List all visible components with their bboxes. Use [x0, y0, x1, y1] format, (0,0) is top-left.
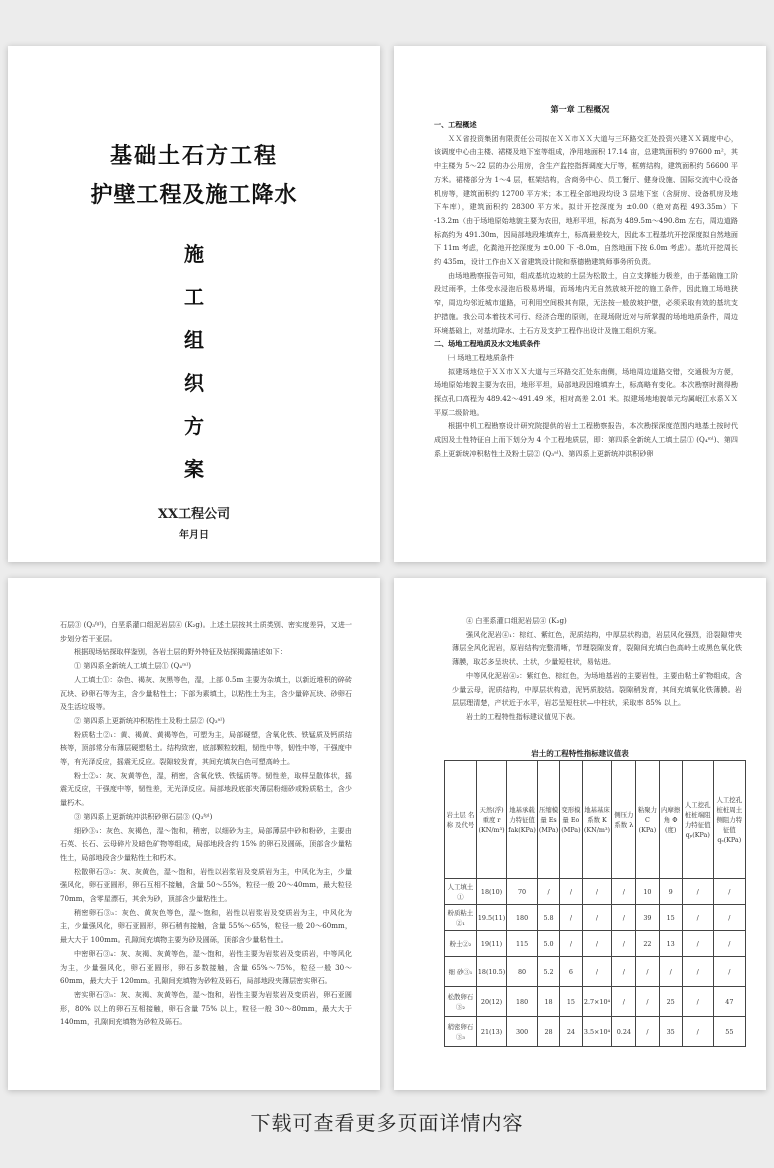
- cover-company: XX工程公司: [157, 507, 231, 522]
- table-cell: /: [713, 931, 745, 957]
- paragraph: ＸＸ省投资集团有限责任公司拟在ＸＸ市ＸＸ大道与三环路交汇处投资兴建ＸＸ调度中心，该调度中心由主楼、裙楼及地下室等组成，净用地面积 17.14 亩，总建筑面积约 97600 m²，其中主楼为 5～22 层的办公用房，含生产监控指挥调度大厅等，框剪结构，建筑面积约 56600 平方米。裙楼部分为 1～4 层，框架结构，含商务中心、员工餐厅、健身设施、国际交流中心设备机房等，建筑面积约 12700 平方米；本工程全部地段均设 3 层地下室（含厨房、设备机房及地下车库），建筑面积约 28300 平方米。拟计开挖深度为 ±0.00（绝对高程 493.35m）下 -13.2m（由于场地原始地貌主要为农田，地形平坦，标高为 489.5m～490.8m 左右，周边道路标高约为 491.30m，因局部地段堆填弃土，标高最差较大，因此本工程基坑开挖深度拟自然地面下 11m 考虑，化粪池开挖深度为 ±0.00 下 -8.0m，自然地面下按 6.0m 考虑）。基坑开挖周长约 435m，设计工作由ＸＸ省建筑设计院和蔡德勘建筑师事务所负责。: [434, 133, 738, 267]
- table-cell: 22: [636, 931, 659, 957]
- table-row: [445, 931, 746, 957]
- paragraph: 拟建场地位于ＸＸ市ＸＸ大道与三环路交汇处东南侧，场地周边道路交错，交通极为方便，场地原始地貌主要为农田，地形平坦，局部地段因堆填弃土，标高略有变化。本次勘察时测得勘探点孔口高程为 489.42～491.49 米，相对高差 2.01 米。拟建场地地貌单元均属岷江水系ＸＸ平原二级阶地。: [434, 366, 738, 417]
- paragraph: 石层③ (Q₃ᶠᵍˡ)，白垩系灌口组泥岩层④ (K₂g)。上述土层按其土质类别、密实度差异，又进一步划分若干亚层。: [60, 620, 352, 643]
- paragraph: 人工填土①：杂色、褐灰、灰黑等色，湿，上部 0.5m 主要为杂填土，以新近堆积的碎砖瓦块、砂卵石等为主，含少量粘性土；下部为素填土，以粘性土为主，含少量碎瓦块、砂卵石及生活垃圾等。: [60, 674, 352, 712]
- table-header-row: [445, 761, 746, 879]
- soil-properties-table: [444, 760, 746, 1047]
- chapter-title: 第一章 工程概况: [550, 104, 610, 114]
- cover-page: [8, 46, 380, 562]
- table-cell: 9: [659, 879, 682, 905]
- table-cell: 19(11): [476, 931, 506, 957]
- paragraph: 岩土的工程特性指标建议值见下表。: [466, 711, 580, 721]
- table-cell: /: [612, 931, 636, 957]
- table-cell: 细 砂③₁: [445, 957, 477, 987]
- paragraph: 粉土②₂：灰、灰黄等色，湿，稍密，含氧化铁、铁锰质等。韧性差，取样呈散体状，摇震无反应，干强度中等，韧性差，无光泽反应。局部地段底部夹薄层粉细砂或粉质粘土，含少量朽木。: [60, 770, 352, 808]
- table-cell: /: [713, 879, 745, 905]
- rock-description-body: [452, 614, 742, 724]
- table-cell: 20(12): [476, 987, 506, 1017]
- table-cell: 47: [713, 987, 745, 1017]
- paragraph: 强风化泥岩④₁：棕红、紫红色，泥质结构，中厚层状构造，岩层风化强烈，沿裂隙带夹薄层全风化泥岩，原岩结构完整清晰，节理裂隙发育，裂隙间充填白色高岭土或黑色氧化铁薄膜，取芯多呈块状、土状，少量短柱状，易钻进。: [452, 629, 742, 667]
- table-cell: 5.2: [537, 957, 559, 987]
- table-cell: 180: [507, 987, 538, 1017]
- cover-vertical-char: 案: [184, 457, 204, 481]
- download-more-link[interactable]: 下载可查看更多页面详情内容: [250, 1111, 524, 1135]
- table-cell: 55: [713, 1017, 745, 1047]
- table-cell: 70: [507, 879, 538, 905]
- paragraph: 粉质粘土②₁：黄、褐黄、黄褐等色，可塑为主，局部硬塑，含氧化铁、铁锰质及钙质结核等，顶部常分布薄层硬塑粘土。结构致密，底部颗粒较粗，韧性中等，韧性中等，干强度中等，有光泽反应，摇震无反应。裂隙较发育，其间充填灰白色可塑高岭土。: [60, 729, 352, 767]
- table-cell: /: [582, 879, 612, 905]
- table-cell: 粉土②₂: [445, 931, 477, 957]
- table-cell: /: [682, 931, 713, 957]
- cover-vertical-char: 组: [184, 328, 204, 352]
- table-header-cell: 粘聚力 C (KPa): [636, 761, 659, 879]
- table-cell: 18(10): [476, 879, 506, 905]
- table-header-cell: 地基承载力特征值 fak(KPa): [507, 761, 538, 879]
- layer-heading: ① 第四系全新统人工填土层① (Q₄ᵐˡ): [74, 661, 191, 671]
- cover-title-line1: 基础土石方工程: [109, 143, 278, 169]
- subsection-heading: ㈠ 场地工程地质条件: [448, 352, 515, 362]
- layer-heading: ② 第四系上更新统冲积粘性土及粉土层② (Q₃ᵃˡ): [74, 715, 225, 725]
- table-cell: /: [612, 905, 636, 931]
- cover-date: 年月日: [179, 530, 209, 541]
- table-cell: 15: [659, 905, 682, 931]
- table-row: [445, 879, 746, 905]
- table-cell: /: [682, 987, 713, 1017]
- section-heading: 二、场地工程地质及水文地质条件: [434, 339, 541, 349]
- table-cell: /: [659, 957, 682, 987]
- table-header-cell: 压缩模量 Es (MPa): [537, 761, 559, 879]
- table-cell: 19.5(11): [476, 905, 506, 931]
- table-row: [445, 1017, 746, 1047]
- table-cell: 21(13): [476, 1017, 506, 1047]
- properties-table-page: [394, 578, 766, 1090]
- table-cell: 人工填土①: [445, 879, 477, 905]
- table-cell: /: [636, 1017, 659, 1047]
- table-cell: 18: [537, 987, 559, 1017]
- table-cell: 粉质粘土②₁: [445, 905, 477, 931]
- section-heading: 一、工程概述: [434, 120, 477, 129]
- layer-heading: ④ 白垩系灌口组泥岩层④ (K₂g): [466, 616, 567, 625]
- cover-vertical-char: 织: [184, 371, 204, 395]
- paragraph: 密实卵石③₅：灰、灰褐、灰黄等色，湿～饱和，岩性主要为岩浆岩及变质岩，卵石亚圆形，80% 以上的卵石互相接触，卵石含量 75% 以上，粒径一般 30～80mm，最大大于 140mm，孔隙间充填物为砂粒及砾石。: [60, 989, 352, 1027]
- table-header-cell: 变形模量 Eo (MPa): [560, 761, 582, 879]
- paragraph: 细砂③₁：灰色、灰褐色，湿～饱和，稍密，以细砂为主，局部薄层中砂和粉砂，主要由石英、长石、云母碎片及暗色矿物等组成，局部地段含约 15% 的卵石及圆砾，顶部含少量粘性土，局部地段含少量粘性土和朽木。: [60, 825, 352, 862]
- table-cell: /: [560, 879, 582, 905]
- table-cell: /: [537, 879, 559, 905]
- table-cell: /: [582, 931, 612, 957]
- table-header-cell: 岩土层 名 称 及代号: [445, 761, 477, 879]
- table-cell: 15: [560, 987, 582, 1017]
- table-cell: 稍密卵石③₃: [445, 1017, 477, 1047]
- table-cell: /: [560, 905, 582, 931]
- table-header-cell: 人工挖孔桩桩周土侧阻力特征值 qₛ(KPa): [713, 761, 745, 879]
- table-cell: 13: [659, 931, 682, 957]
- table-header-cell: 人工挖孔桩桩端阻力特征值 qₚ(KPa): [682, 761, 713, 879]
- table-row: [445, 905, 746, 931]
- table-header-cell: 侧压力系数 λ: [612, 761, 636, 879]
- table-cell: 6: [560, 957, 582, 987]
- overview-body: [434, 118, 738, 461]
- table-header-cell: 内摩擦角 Φ (度): [659, 761, 682, 879]
- table-cell: /: [612, 879, 636, 905]
- layer-heading: ③ 第四系上更新统冲洪积砂卵石层③ (Q₃ᶠᵍˡ): [74, 811, 213, 821]
- table-cell: 18(10.5): [476, 957, 506, 987]
- table-cell: /: [582, 905, 612, 931]
- table-header-cell: 地基基床系数 K (KN/m³): [582, 761, 612, 879]
- table-cell: 0.24: [612, 1017, 636, 1047]
- table-cell: 180: [507, 905, 538, 931]
- cover-vertical-char: 施: [184, 242, 204, 266]
- table-cell: 39: [636, 905, 659, 931]
- table-cell: 2.7×10⁴: [582, 987, 612, 1017]
- table-cell: /: [713, 957, 745, 987]
- paragraph: 由场地勘察报告可知，组成基坑边坡的土层为松散土，自立支撑能力极差，由于基础施工阶段过雨季，土体受水浸泡后极易坍塌，而场地内无自然放坡开挖的施工条件，因此施工场地狭窄，周边均邻近城市道路，可利用空间极其有限，无法按一般放坡护壁，必须采取有效的基坑支护措施。我公司本着技术可行、经济合理的原则，在现场附近对与所掌握的场地地质条件，周边环境基础上，对基坑降水、土石方及支护工程作出设计及施工组织方案。: [434, 270, 738, 335]
- paragraph: 根据中机工程勘察设计研究院提供的岩土工程勘察报告，本次勘探深度范围内地基土按时代成因及土性特征自上而下划分为 4 个工程地质层，即：第四系全新统人工填土层① (Q₄ᵐˡ)、第四系上更新统冲积粘性土及粉土层② (Q₃ᵃˡ)、第四系上更新统冲洪积砂卵: [434, 421, 738, 458]
- table-cell: 24: [560, 1017, 582, 1047]
- table-cell: /: [713, 905, 745, 931]
- table-row: [445, 957, 746, 987]
- cover-vertical-char: 方: [184, 414, 204, 438]
- soil-description-body: [60, 618, 352, 1029]
- paragraph: 稍密卵石③₃：灰色、黄灰色等色，湿～饱和，岩性以岩浆岩及变质岩为主，中风化为主，少量强风化，卵石亚圆形，卵石稍有接触，含量 55%～65%，粒径一般 20～60mm，最大大于 100mm。孔隙间充填物主要为砂及圆砾，顶部含少量粘性土。: [60, 907, 352, 945]
- table-title: 岩土的工程特性指标建议值表: [531, 749, 629, 758]
- table-cell: 115: [507, 931, 538, 957]
- paragraph: 中等风化泥岩④₂：紫红色、棕红色，为场地基岩的主要岩性，主要由粘土矿物组成，含少量云母，泥质结构，中厚层状构造，泥钙质胶结。裂隙稍发育，其间充填氧化铁薄膜。岩层层理清楚，产状近于水平，岩芯呈短柱状—中柱状，采取率 85% 以上。: [452, 670, 742, 708]
- table-cell: 300: [507, 1017, 538, 1047]
- table-cell: /: [682, 957, 713, 987]
- paragraph: 中密卵石③₄：灰、灰褐、灰黄等色，湿～饱和，岩性主要为岩浆岩及变质岩，中等风化为主，少量强风化，卵石亚圆形，卵石多数接触，含量 65%～75%，粒径一般 30～60mm，最大大于 120mm。孔隙间充填物为砂粒及砾石，局部地段夹薄层密实卵石。: [60, 948, 352, 986]
- table-row: [445, 987, 746, 1017]
- table-cell: /: [582, 957, 612, 987]
- paragraph: 松散卵石③₂：灰、灰黄色，湿～饱和，岩性以岩浆岩及变质岩为主，中风化为主，少量强风化，卵石亚圆形，卵石互相不接触，含量 50～55%，粒径一般 20～40mm，最大粒径 70mm，含零星漂石，其余为砂，顶部含少量粘性土。: [60, 866, 352, 904]
- overview-page: [394, 46, 766, 562]
- table-cell: /: [682, 1017, 713, 1047]
- table-header-cell: 天然(浮)重度 r (KN/m³): [476, 761, 506, 879]
- paragraph: 根据现场钻探取样鉴别，各岩土层的野外特征及钻探揭露描述如下：: [74, 647, 287, 657]
- table-cell: 5.0: [537, 931, 559, 957]
- cover-vertical-char: 工: [184, 285, 204, 309]
- table-cell: /: [612, 987, 636, 1017]
- table-cell: /: [682, 879, 713, 905]
- table-cell: 28: [537, 1017, 559, 1047]
- table-cell: /: [682, 905, 713, 931]
- table-cell: 10: [636, 879, 659, 905]
- table-cell: 25: [659, 987, 682, 1017]
- table-cell: 80: [507, 957, 538, 987]
- table-cell: 35: [659, 1017, 682, 1047]
- table-cell: 3.5×10⁴: [582, 1017, 612, 1047]
- soil-description-page: [8, 578, 380, 1090]
- table-cell: 松散卵石③₂: [445, 987, 477, 1017]
- table-cell: /: [560, 931, 582, 957]
- table-cell: 5.8: [537, 905, 559, 931]
- table-cell: /: [636, 987, 659, 1017]
- table-cell: /: [636, 957, 659, 987]
- table-cell: /: [612, 957, 636, 987]
- cover-title-line2: 护壁工程及施工降水: [90, 182, 298, 208]
